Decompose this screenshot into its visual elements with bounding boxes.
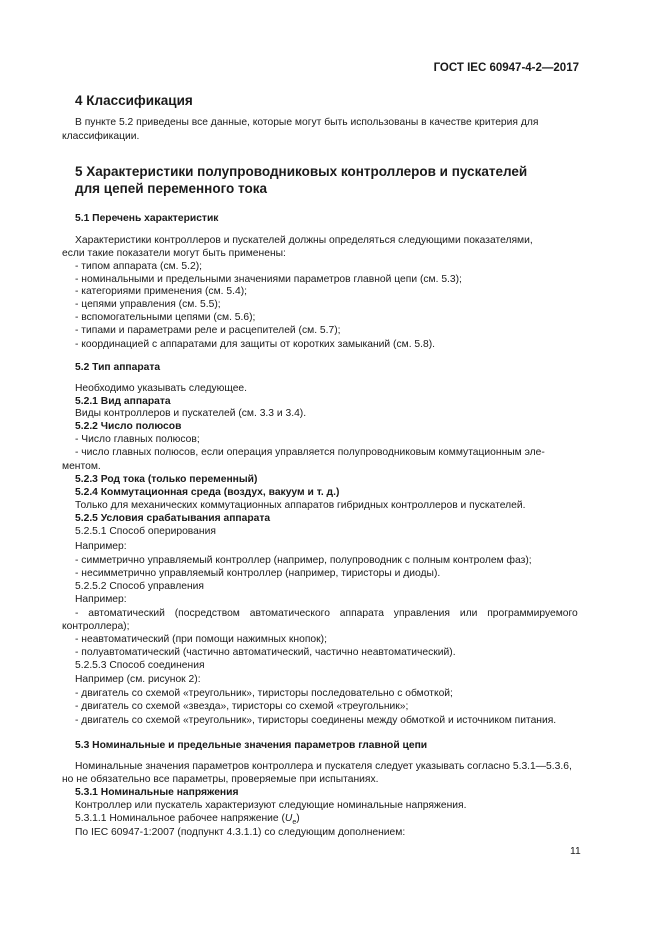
list-item: - автоматический (посредством автоматического аппарата управления или программируемого (75, 608, 578, 619)
text-line (75, 813, 300, 826)
list-item: - неавтоматический (при помощи нажимных кнопок); (75, 634, 327, 645)
text-line: ментом. (62, 461, 101, 472)
subsection-heading: 5.2.4 Коммутационная среда (воздух, вакуум и т. д.) (75, 487, 340, 498)
list-item: - полуавтоматический (частично автоматический, частично неавтоматический). (75, 647, 456, 658)
list-item: - цепями управления (см. 5.5); (75, 299, 221, 310)
text-line: - число главных полюсов, если операция управляется полупроводниковым коммутационным эле- (75, 447, 545, 458)
text-line: Номинальные значения параметров контроллера и пускателя следует указывать согласно 5.3.1—5.3.6, (75, 761, 572, 772)
subsection-heading: 5.2.2 Число полюсов (75, 421, 182, 432)
section-4-paragraph: В пункте 5.2 приведены все данные, которые могут быть использованы в качестве критерия для (75, 117, 539, 128)
voltage-subscript: e (292, 819, 297, 827)
list-item: - двигатель со схемой «звезда», тиристоры со схемой «треугольник»; (75, 701, 409, 712)
list-item-cont: контроллера); (62, 621, 130, 632)
page-number: 11 (570, 846, 581, 857)
list-item: - типом аппарата (см. 5.2); (75, 261, 203, 272)
list-item: - несимметрично управляемый контроллер (например, тиристоры и диоды). (75, 568, 441, 579)
list-item: - двигатель со схемой «треугольник», тиристоры последовательно с обмоткой; (75, 688, 453, 699)
subsection-heading: 5.2.5 Условия срабатывания аппарата (75, 513, 271, 524)
text-line: По IEC 60947-1:2007 (подпункт 4.3.1.1) со следующим дополнением: (75, 827, 406, 838)
list-item: - симметрично управляемый контроллер (например, полупроводник с полным контролем фаз); (75, 555, 532, 566)
section-5-1-paragraph-cont: если такие показатели могут быть применены: (62, 248, 286, 259)
section-5-heading-line2: для цепей переменного тока (75, 181, 267, 196)
subsection-heading: 5.2.3 Род тока (только переменный) (75, 474, 258, 485)
text-line: Например: (75, 594, 127, 605)
section-5-2-heading: 5.2 Тип аппарата (75, 362, 161, 373)
section-4-heading: 4 Классификация (75, 93, 193, 108)
text-line: но не обязательно все параметры, проверяемые при испытаниях. (62, 774, 379, 785)
text-line: Виды контроллеров и пускателей (см. 3.3 и 3.4). (75, 408, 307, 419)
text-line: 5.2.5.2 Способ управления (75, 581, 204, 592)
section-4-paragraph-cont: классификации. (62, 131, 140, 142)
text-line: 5.2.5.3 Способ соединения (75, 660, 205, 671)
text-line: Контроллер или пускатель характеризуют следующие номинальные напряжения. (75, 800, 467, 811)
list-item: - координацией с аппаратами для защиты от коротких замыканий (см. 5.8). (75, 339, 436, 350)
voltage-symbol: U (284, 813, 293, 824)
text-line: Необходимо указывать следующее. (75, 383, 248, 394)
text-line: Например: (75, 541, 127, 552)
text-line: 5.2.5.1 Способ оперирования (75, 526, 216, 537)
section-5-3-heading: 5.3 Номинальные и предельные значения параметров главной цепи (75, 740, 428, 751)
section-5-1-heading: 5.1 Перечень характеристик (75, 213, 219, 224)
text-line: - Число главных полюсов; (75, 434, 200, 445)
list-item: - категориями применения (см. 5.4); (75, 286, 247, 297)
section-5-1-paragraph: Характеристики контроллеров и пускателей должны определяться следующими показателями, (75, 235, 533, 246)
list-item: - вспомогательными цепями (см. 5.6); (75, 312, 256, 323)
list-item: - типами и параметрами реле и расцепителей (см. 5.7); (75, 325, 341, 336)
subsection-heading: 5.3.1 Номинальные напряжения (75, 787, 239, 798)
standard-header: ГОСТ IEC 60947-4-2—2017 (433, 62, 579, 74)
subsection-heading: 5.2.1 Вид аппарата (75, 396, 171, 407)
rated-voltage-label: 5.3.1.1 Номинальное рабочее напряжение ( (75, 813, 285, 824)
list-item: - двигатель со схемой «треугольник», тиристоры соединены между обмоткой и источником питания. (75, 715, 557, 726)
list-item: - номинальными и предельными значениями параметров главной цепи (см. 5.3); (75, 274, 462, 285)
text-line: Например (см. рисунок 2): (75, 674, 201, 685)
rated-voltage-close: ) (296, 813, 300, 824)
text-line: Только для механических коммутационных аппаратов гибридных контроллеров и пускателей. (75, 500, 526, 511)
section-5-heading-line1: 5 Характеристики полупроводниковых контроллеров и пускателей (75, 164, 528, 179)
